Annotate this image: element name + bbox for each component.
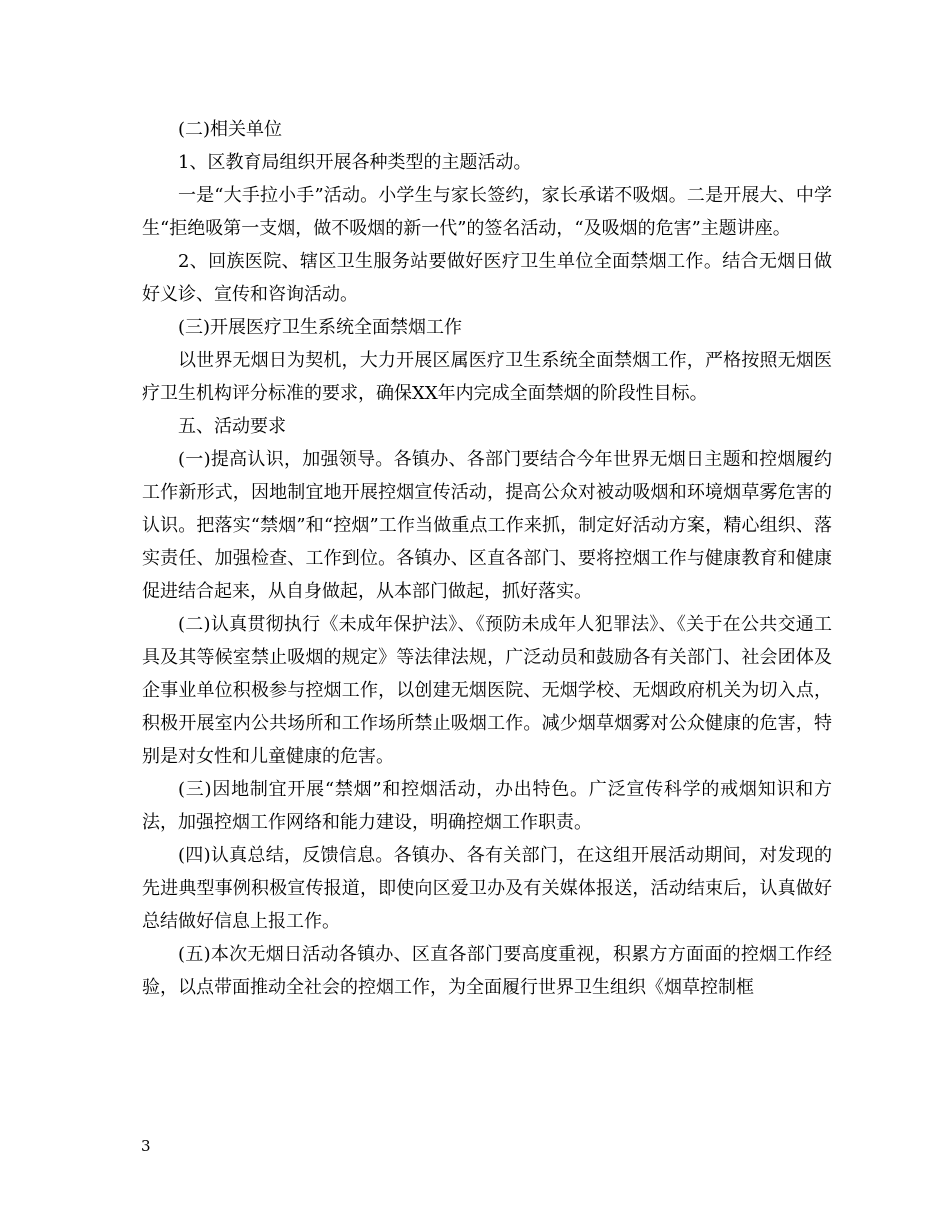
paragraph: 2、回族医院、辖区卫生服务站要做好医疗卫生单位全面禁烟工作。结合无烟日做好义诊、宣传和咨询活动。 <box>142 251 832 305</box>
section-heading: (二)相关单位 <box>178 119 283 140</box>
paragraph: (五)本次无烟日活动各镇办、区直各部门要高度重视，积累方方面面的控烟工作经验，以点带面推动全社会的控烟工作，为全面履行世界卫生组织《烟草控制框 <box>142 944 832 998</box>
paragraph: (三)因地制宜开展“禁烟”和控烟活动，办出特色。广泛宣传科学的戒烟知识和方法，加强控烟工作网络和能力建设，明确控烟工作职责。 <box>142 779 832 833</box>
paragraph: 1、区教育局组织开展各种类型的主题活动。 <box>178 152 532 173</box>
paragraph: 以世界无烟日为契机，大力开展区属医疗卫生系统全面禁烟工作，严格按照无烟医疗卫生机构评分标准的要求，确保XX年内完成全面禁烟的阶段性目标。 <box>142 350 832 404</box>
paragraph: (一)提高认识，加强领导。各镇办、各部门要结合今年世界无烟日主题和控烟履约工作新形式，因地制宜地开展控烟宣传活动，提高公众对被动吸烟和环境烟草雾危害的认识。把落实“禁烟”和“控烟”工作当做重点工作来抓，制定好活动方案，精心组织、落实责任、加强检查、工作到位。各镇办、区直各部门、要将控烟工作与健康教育和健康促进结合起来，从自身做起，从本部门做起，抓好落实。 <box>142 449 832 602</box>
paragraph: (二)认真贯彻执行《未成年保护法》、《预防未成年人犯罪法》、《关于在公共交通工具及其等候室禁止吸烟的规定》等法律法规，广泛动员和鼓励各有关部门、社会团体及企事业单位积极参与控烟工作，以创建无烟医院、无烟学校、无烟政府机关为切入点，积极开展室内公共场所和工作场所禁止吸烟工作。减少烟草烟雾对公众健康的危害，特别是对女性和儿童健康的危害。 <box>142 614 832 767</box>
page-number: 3 <box>141 1137 151 1155</box>
paragraph: 一是“大手拉小手”活动。小学生与家长签约，家长承诺不吸烟。二是开展大、中学生“拒绝吸第一支烟，做不吸烟的新一代”的签名活动，“及吸烟的危害”主题讲座。 <box>142 185 832 239</box>
section-heading: 五、活动要求 <box>178 416 286 437</box>
document-body <box>142 113 832 1004</box>
section-heading: (三)开展医疗卫生系统全面禁烟工作 <box>178 317 463 338</box>
paragraph: (四)认真总结，反馈信息。各镇办、各有关部门，在这组开展活动期间，对发现的先进典型事例积极宣传报道，即使向区爱卫办及有关媒体报送，活动结束后，认真做好总结做好信息上报工作。 <box>142 845 832 932</box>
